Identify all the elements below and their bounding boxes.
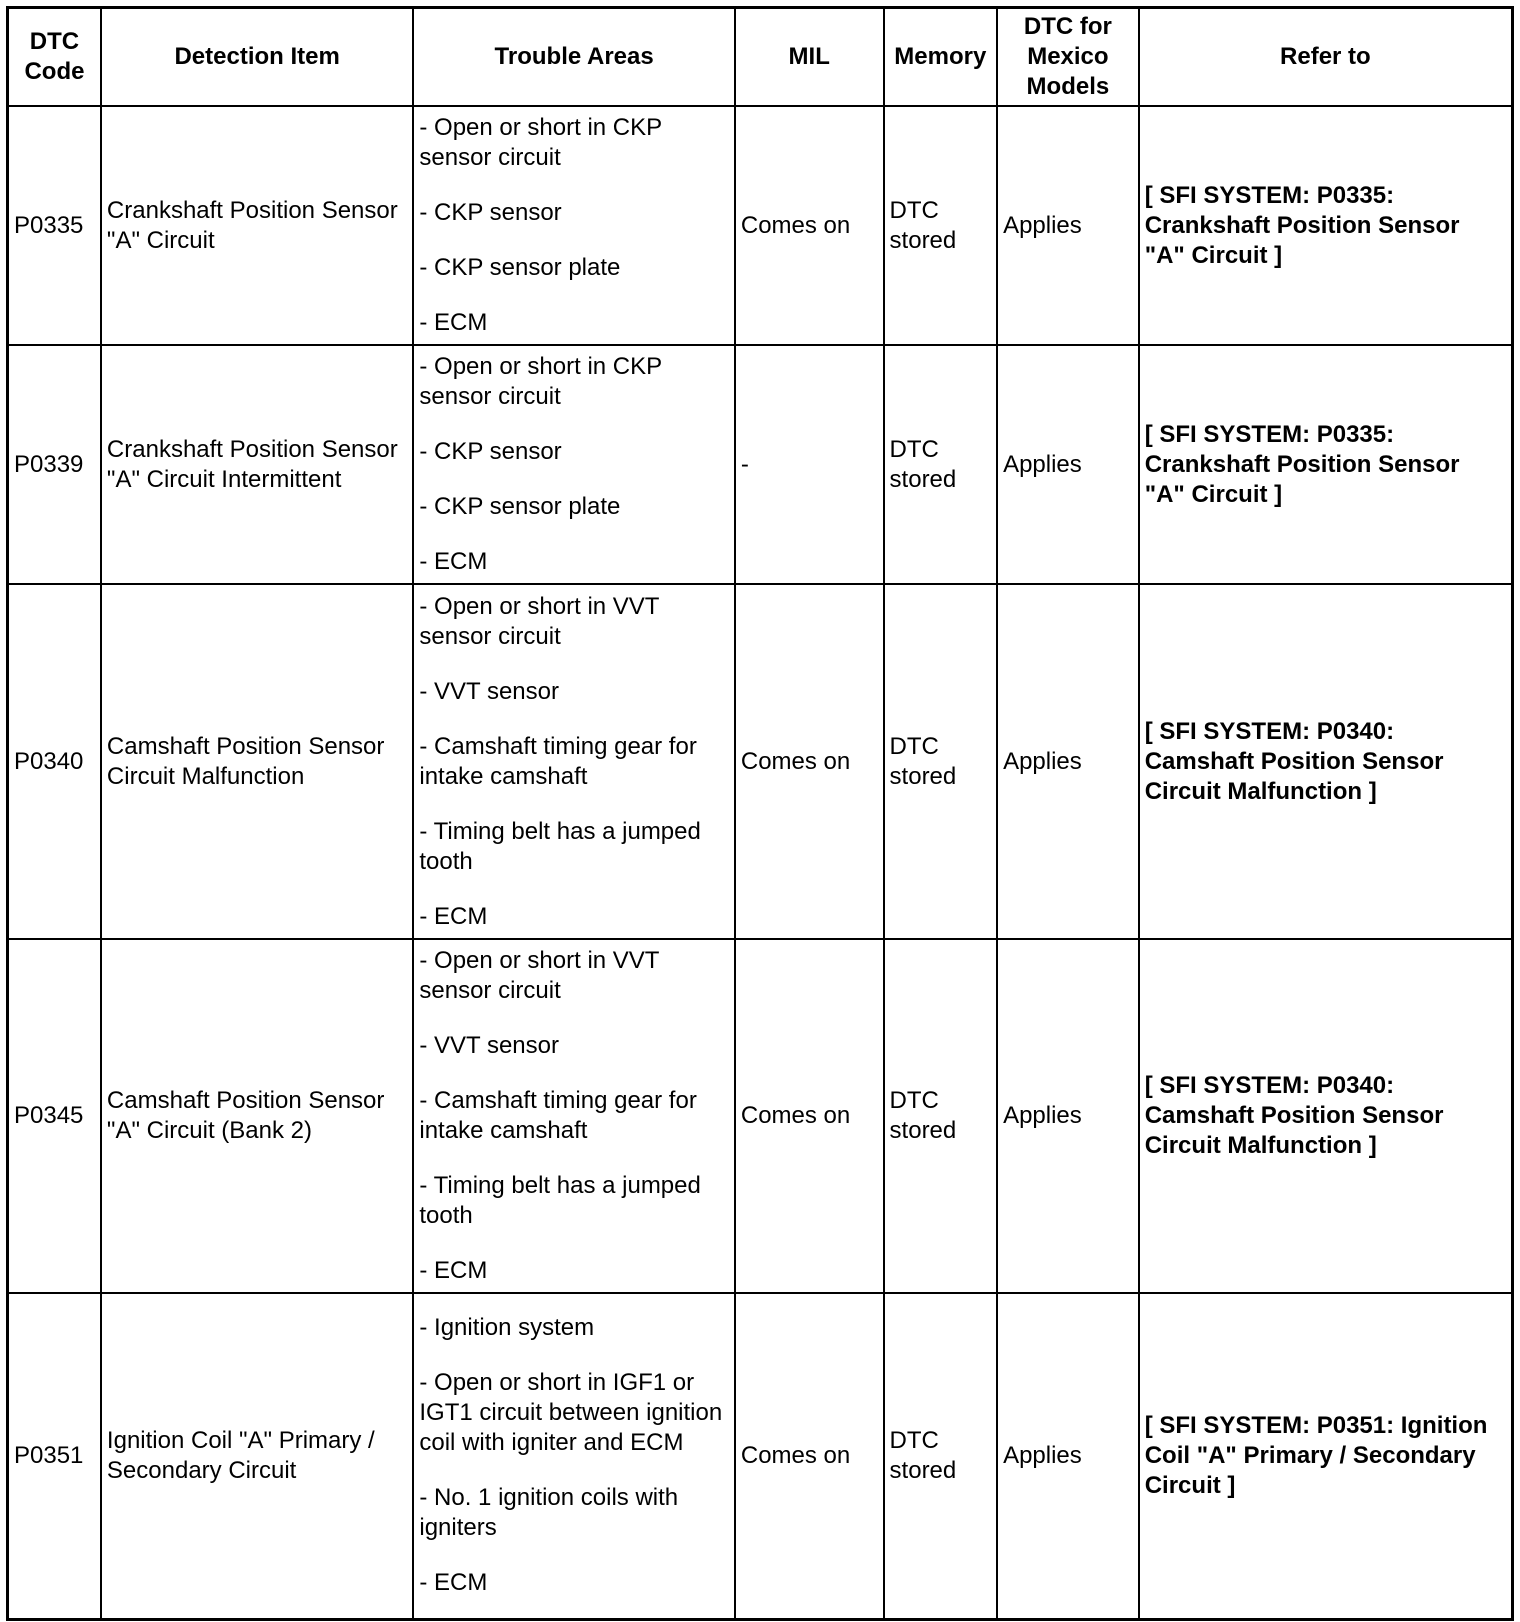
dtc-code-cell: P0345 xyxy=(8,939,101,1293)
table-row xyxy=(8,584,1513,939)
trouble-area-item: - Timing belt has a jumped tooth xyxy=(419,817,701,875)
mil-cell: Comes on xyxy=(735,584,884,939)
trouble-area-item: - CKP sensor plate xyxy=(419,254,621,281)
trouble-area-item: - Open or short in CKP sensor circuit xyxy=(419,114,662,171)
memory-cell: DTC stored xyxy=(884,345,998,584)
header-trouble-areas: Trouble Areas xyxy=(413,8,734,107)
trouble-areas-cell xyxy=(413,106,734,345)
trouble-area-item: - VVT sensor xyxy=(419,1032,559,1059)
refer-to-cell: [ SFI SYSTEM: P0340: Camshaft Position Sensor Circuit Malfunction ] xyxy=(1139,584,1513,939)
trouble-areas-cell xyxy=(413,1293,734,1619)
mil-cell: Comes on xyxy=(735,939,884,1293)
table-row xyxy=(8,345,1513,584)
dtc-code-cell: P0335 xyxy=(8,106,101,345)
header-detection-item: Detection Item xyxy=(101,8,413,107)
trouble-area-item: - Camshaft timing gear for intake camshaft xyxy=(419,732,697,790)
trouble-area-item: - ECM xyxy=(419,1257,488,1284)
trouble-area-item: - ECM xyxy=(419,1569,488,1597)
header-mexico-models: DTC for Mexico Models xyxy=(997,8,1139,107)
header-row xyxy=(8,8,1513,107)
detection-item-cell: Ignition Coil "A" Primary / Secondary Circuit xyxy=(101,1293,413,1619)
trouble-area-item: - Camshaft timing gear for intake camshaft xyxy=(419,1087,697,1144)
header-mil: MIL xyxy=(735,8,884,107)
refer-to-cell: [ SFI SYSTEM: P0335: Crankshaft Position Sensor "A" Circuit ] xyxy=(1139,106,1513,345)
mil-cell: - xyxy=(735,345,884,584)
trouble-area-item: - ECM xyxy=(419,309,488,336)
refer-to-cell: [ SFI SYSTEM: P0340: Camshaft Position Sensor Circuit Malfunction ] xyxy=(1139,939,1513,1293)
mexico-models-cell: Applies xyxy=(997,1293,1139,1619)
header-refer-to: Refer to xyxy=(1139,8,1513,107)
table-row xyxy=(8,1293,1513,1619)
memory-cell: DTC stored xyxy=(884,106,998,345)
mexico-models-cell: Applies xyxy=(997,106,1139,345)
trouble-area-item: - Open or short in VVT sensor circuit xyxy=(419,947,660,1004)
table-row xyxy=(8,939,1513,1293)
mil-cell: Comes on xyxy=(735,1293,884,1619)
trouble-area-item: - Open or short in VVT sensor circuit xyxy=(419,592,660,650)
memory-cell: DTC stored xyxy=(884,939,998,1293)
header-dtc-code: DTC Code xyxy=(8,8,101,107)
trouble-area-item: - VVT sensor xyxy=(419,677,559,705)
trouble-areas-cell xyxy=(413,345,734,584)
trouble-area-item: - Timing belt has a jumped tooth xyxy=(419,1172,701,1229)
trouble-area-item: - CKP sensor xyxy=(419,438,562,465)
refer-to-cell: [ SFI SYSTEM: P0351: Ignition Coil "A" Primary / Secondary Circuit ] xyxy=(1139,1293,1513,1619)
trouble-areas-cell xyxy=(413,939,734,1293)
mexico-models-cell: Applies xyxy=(997,345,1139,584)
trouble-area-item: - ECM xyxy=(419,548,488,575)
trouble-area-item: - Open or short in CKP sensor circuit xyxy=(419,353,662,410)
table-row xyxy=(8,106,1513,345)
trouble-area-item: - ECM xyxy=(419,902,488,930)
refer-to-cell: [ SFI SYSTEM: P0335: Crankshaft Position Sensor "A" Circuit ] xyxy=(1139,345,1513,584)
detection-item-cell: Crankshaft Position Sensor "A" Circuit Intermittent xyxy=(101,345,413,584)
mexico-models-cell: Applies xyxy=(997,584,1139,939)
detection-item-cell: Camshaft Position Sensor "A" Circuit (Bank 2) xyxy=(101,939,413,1293)
trouble-areas-cell xyxy=(413,584,734,939)
mexico-models-cell: Applies xyxy=(997,939,1139,1293)
memory-cell: DTC stored xyxy=(884,584,998,939)
dtc-code-cell: P0340 xyxy=(8,584,101,939)
dtc-code-cell: P0351 xyxy=(8,1293,101,1619)
memory-cell: DTC stored xyxy=(884,1293,998,1619)
trouble-area-item: - CKP sensor plate xyxy=(419,493,621,520)
header-memory: Memory xyxy=(884,8,998,107)
trouble-area-item: - CKP sensor xyxy=(419,199,562,226)
trouble-area-item: - Ignition system xyxy=(419,1314,595,1342)
trouble-area-item: - No. 1 ignition coils with igniters xyxy=(419,1484,679,1542)
detection-item-cell: Crankshaft Position Sensor "A" Circuit xyxy=(101,106,413,345)
dtc-table xyxy=(6,6,1514,1621)
mil-cell: Comes on xyxy=(735,106,884,345)
dtc-code-cell: P0339 xyxy=(8,345,101,584)
detection-item-cell: Camshaft Position Sensor Circuit Malfunction xyxy=(101,584,413,939)
trouble-area-item: - Open or short in IGF1 or IGT1 circuit between ignition coil with igniter and ECM xyxy=(419,1369,723,1457)
